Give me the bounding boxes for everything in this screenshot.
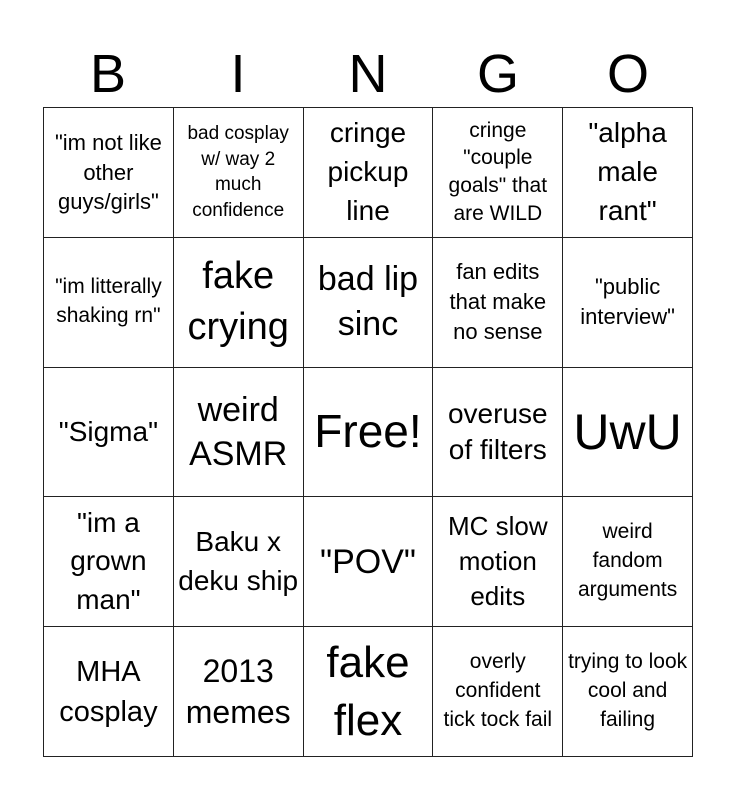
bingo-cell[interactable] — [174, 238, 304, 368]
cell-text: MHA cosplay — [59, 655, 158, 728]
cell-text: "Sigma" — [58, 415, 159, 447]
cell-text: cringe pickup line — [327, 117, 409, 226]
bingo-cell[interactable] — [174, 627, 304, 757]
cell-text: MC slow motion edits — [447, 511, 548, 612]
bingo-cell[interactable] — [44, 108, 174, 238]
cell-text: "POV" — [320, 542, 416, 581]
bingo-cell[interactable] — [433, 108, 563, 238]
cell-text: overuse of filters — [447, 397, 548, 465]
bingo-cell[interactable] — [563, 627, 693, 757]
header-letter-n: N — [348, 44, 388, 104]
bingo-board — [43, 107, 693, 757]
bingo-cell[interactable] — [304, 627, 434, 757]
cell-text: 2013 memes — [185, 652, 291, 730]
cell-text: weird ASMR — [189, 390, 288, 473]
bingo-cell[interactable] — [304, 497, 434, 627]
cell-text: Baku x deku ship — [178, 526, 299, 596]
bingo-cell[interactable] — [44, 238, 174, 368]
free-space-cell[interactable] — [304, 368, 434, 498]
cell-text: trying to look cool and failing — [568, 650, 688, 732]
header-letter-i: I — [230, 44, 246, 104]
cell-text: cringe "couple goals" that are WILD — [448, 118, 548, 226]
cell-text: fake crying — [187, 254, 289, 349]
free-space-text: Free! — [314, 405, 422, 458]
cell-text: "im a grown man" — [70, 506, 147, 616]
header-letter-g: G — [476, 44, 519, 104]
bingo-cell[interactable] — [174, 497, 304, 627]
cell-text: "alpha male rant" — [588, 117, 667, 226]
bingo-cell[interactable] — [304, 238, 434, 368]
cell-text: weird fandom arguments — [577, 520, 678, 602]
bingo-cell[interactable] — [174, 108, 304, 238]
bingo-cell[interactable] — [433, 627, 563, 757]
bingo-cell[interactable] — [174, 368, 304, 498]
bingo-cell[interactable] — [44, 627, 174, 757]
cell-text: "public interview" — [580, 273, 675, 330]
cell-text: fan edits that make no sense — [449, 259, 547, 345]
bingo-cell[interactable] — [433, 368, 563, 498]
header-letter-o: O — [606, 44, 649, 104]
cell-text: bad lip sinc — [317, 260, 419, 344]
bingo-cell[interactable] — [433, 238, 563, 368]
bingo-cell[interactable] — [563, 368, 693, 498]
bingo-cell[interactable] — [433, 497, 563, 627]
cell-text: "im not like other guys/girls" — [54, 129, 162, 215]
cell-text: UwU — [573, 403, 682, 460]
cell-text: overly confident tick tock fail — [443, 650, 553, 731]
cell-text: fake flex — [326, 637, 410, 745]
bingo-cell[interactable] — [44, 497, 174, 627]
bingo-cell[interactable] — [563, 108, 693, 238]
bingo-cell[interactable] — [44, 368, 174, 498]
bingo-cell[interactable] — [563, 238, 693, 368]
cell-text: "im litterally shaking rn" — [55, 275, 162, 328]
cell-text: bad cosplay w/ way 2 much confidence — [187, 122, 289, 222]
bingo-cell[interactable] — [304, 108, 434, 238]
bingo-cell[interactable] — [563, 497, 693, 627]
bingo-header — [43, 40, 693, 108]
header-letter-b: B — [89, 44, 127, 104]
